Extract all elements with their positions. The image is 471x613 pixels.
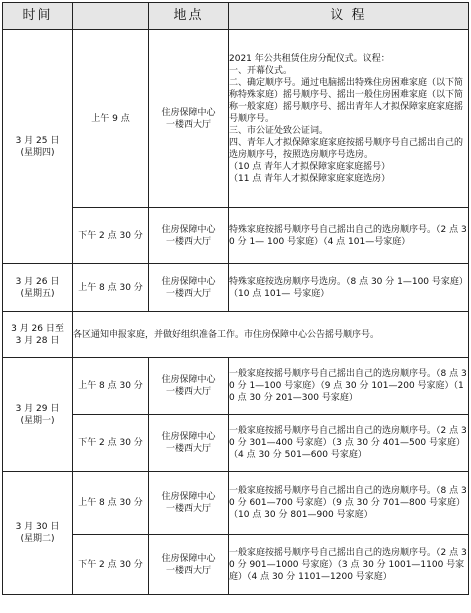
table-row	[3, 208, 469, 264]
date-cell	[3, 358, 73, 472]
date-line: 3 月 25 日	[15, 135, 60, 146]
place-line: 住房保障中心	[161, 224, 216, 235]
table-row	[3, 312, 469, 358]
place-cell	[149, 535, 229, 595]
header-time: 时间	[3, 3, 73, 30]
table-row	[3, 535, 469, 595]
place-line: 一楼西大厅	[165, 387, 211, 397]
agenda-cell: 特殊家庭按选房顺序号选房。（8 点 30 分 1—100 号家庭）（10 点 101— 号家庭）	[229, 264, 469, 312]
place-line: 住房保障中心	[161, 553, 216, 564]
time-slot: 上午 9 点	[73, 30, 149, 208]
place-line: 一楼西大厅	[165, 565, 211, 576]
place-cell	[149, 30, 229, 208]
table-row	[3, 472, 469, 535]
place-line: 一楼西大厅	[165, 288, 211, 299]
date-cell	[3, 312, 73, 358]
schedule-table	[2, 2, 469, 595]
time-slot: 上午 8 点 30 分	[73, 264, 149, 312]
time-slot: 上午 8 点 30 分	[73, 472, 149, 535]
place-line: 住房保障中心	[161, 375, 216, 385]
weekday-line: (星期四)	[20, 147, 55, 158]
place-line: 一楼西大厅	[165, 119, 211, 130]
time-slot: 下午 2 点 30 分	[73, 535, 149, 595]
date-line: 3 月 29 日	[15, 403, 60, 414]
time-slot: 下午 2 点 30 分	[73, 415, 149, 472]
header-place: 地点	[149, 3, 229, 30]
place-line: 一楼西大厅	[165, 504, 211, 514]
agenda-cell: 一般家庭按摇号顺序号自己摇出自己的选房顺序号。（2 点 30 分 901—1000 号家庭）（3 点 30 分 1001—1100 号家庭）（4 点 30 分 1101—1200 号家庭）	[229, 535, 469, 595]
place-line: 住房保障中心	[161, 492, 216, 502]
header-row	[3, 3, 469, 30]
agenda-cell: 一般家庭按摇号顺序号自己摇出自己的选房顺序号。（8 点 30 分 601—700 号家庭）（9 点 30 分 701—800 号家庭）（10 点 30 分 801—900 号家庭）	[229, 472, 469, 535]
agenda-cell: 一般家庭按摇号顺序号自己摇出自己的选房顺序号。（8 点 30 分 1—100 号家庭）（9 点 30 分 101—200 号家庭）（10 点 30 分 201—300 号家庭）	[229, 358, 469, 415]
time-slot: 下午 2 点 30 分	[73, 208, 149, 264]
table-row	[3, 415, 469, 472]
place-line: 一楼西大厅	[165, 444, 211, 454]
agenda-cell: 2021 年公共租赁住房分配仪式。议程： 一、开幕仪式。 二、确定顺序号。通过电脑摇出特殊住房困难家庭（以下简称特殊家庭）摇号顺序号、摇出一般住房困难家庭（以下简称一般家庭）摇号顺序号、摇出青年人才拟保障家庭家庭摇号顺序号。 三、市公证处致公证词。 四、青年人才拟保障家庭家庭按摇号顺序号自己摇出自己的选房顺序号，按照选房顺序号选房。 （10 点 青年人才拟保障家庭家庭摇号） （11 点 青年人才拟保障家庭家庭选房）	[229, 30, 469, 208]
note-cell: 各区通知申报家庭，并做好组织准备工作。市住房保障中心公告摇号顺序号。	[73, 312, 469, 358]
place-cell	[149, 208, 229, 264]
place-cell	[149, 415, 229, 472]
table-row	[3, 358, 469, 415]
agenda-cell: 一般家庭按摇号顺序号自己摇出自己的选房顺序号。（2 点 30 分 301—400 号家庭）（3 点 30 分 401—500 号家庭）（4 点 30 分 501—600 号家庭）	[229, 415, 469, 472]
header-time-spacer	[73, 3, 149, 30]
place-line: 住房保障中心	[161, 432, 216, 442]
date-line: 3 月 30 日	[15, 522, 60, 532]
weekday-line: (星期二)	[20, 534, 55, 544]
date-cell	[3, 30, 73, 264]
place-cell	[149, 472, 229, 535]
agenda-cell: 特殊家庭按摇号顺序号自己摇出自己的选房顺序号。（2 点 30 分 1— 100 号家庭）（4 点 101—号家庭）	[229, 208, 469, 264]
weekday-line: (星期五)	[20, 288, 55, 299]
date-line: 3 月 28 日	[15, 335, 60, 346]
date-cell	[3, 472, 73, 595]
date-cell	[3, 264, 73, 312]
place-line: 住房保障中心	[161, 107, 216, 118]
table-row	[3, 30, 469, 208]
place-line: 住房保障中心	[161, 276, 216, 287]
place-cell	[149, 358, 229, 415]
place-cell	[149, 264, 229, 312]
date-line: 3 月 26 日至	[11, 323, 64, 334]
place-line: 一楼西大厅	[165, 236, 211, 247]
date-line: 3 月 26 日	[15, 276, 60, 287]
weekday-line: (星期一)	[20, 415, 55, 426]
time-slot: 上午 8 点 30 分	[73, 358, 149, 415]
table-row	[3, 264, 469, 312]
header-agenda: 议 程	[229, 3, 469, 30]
